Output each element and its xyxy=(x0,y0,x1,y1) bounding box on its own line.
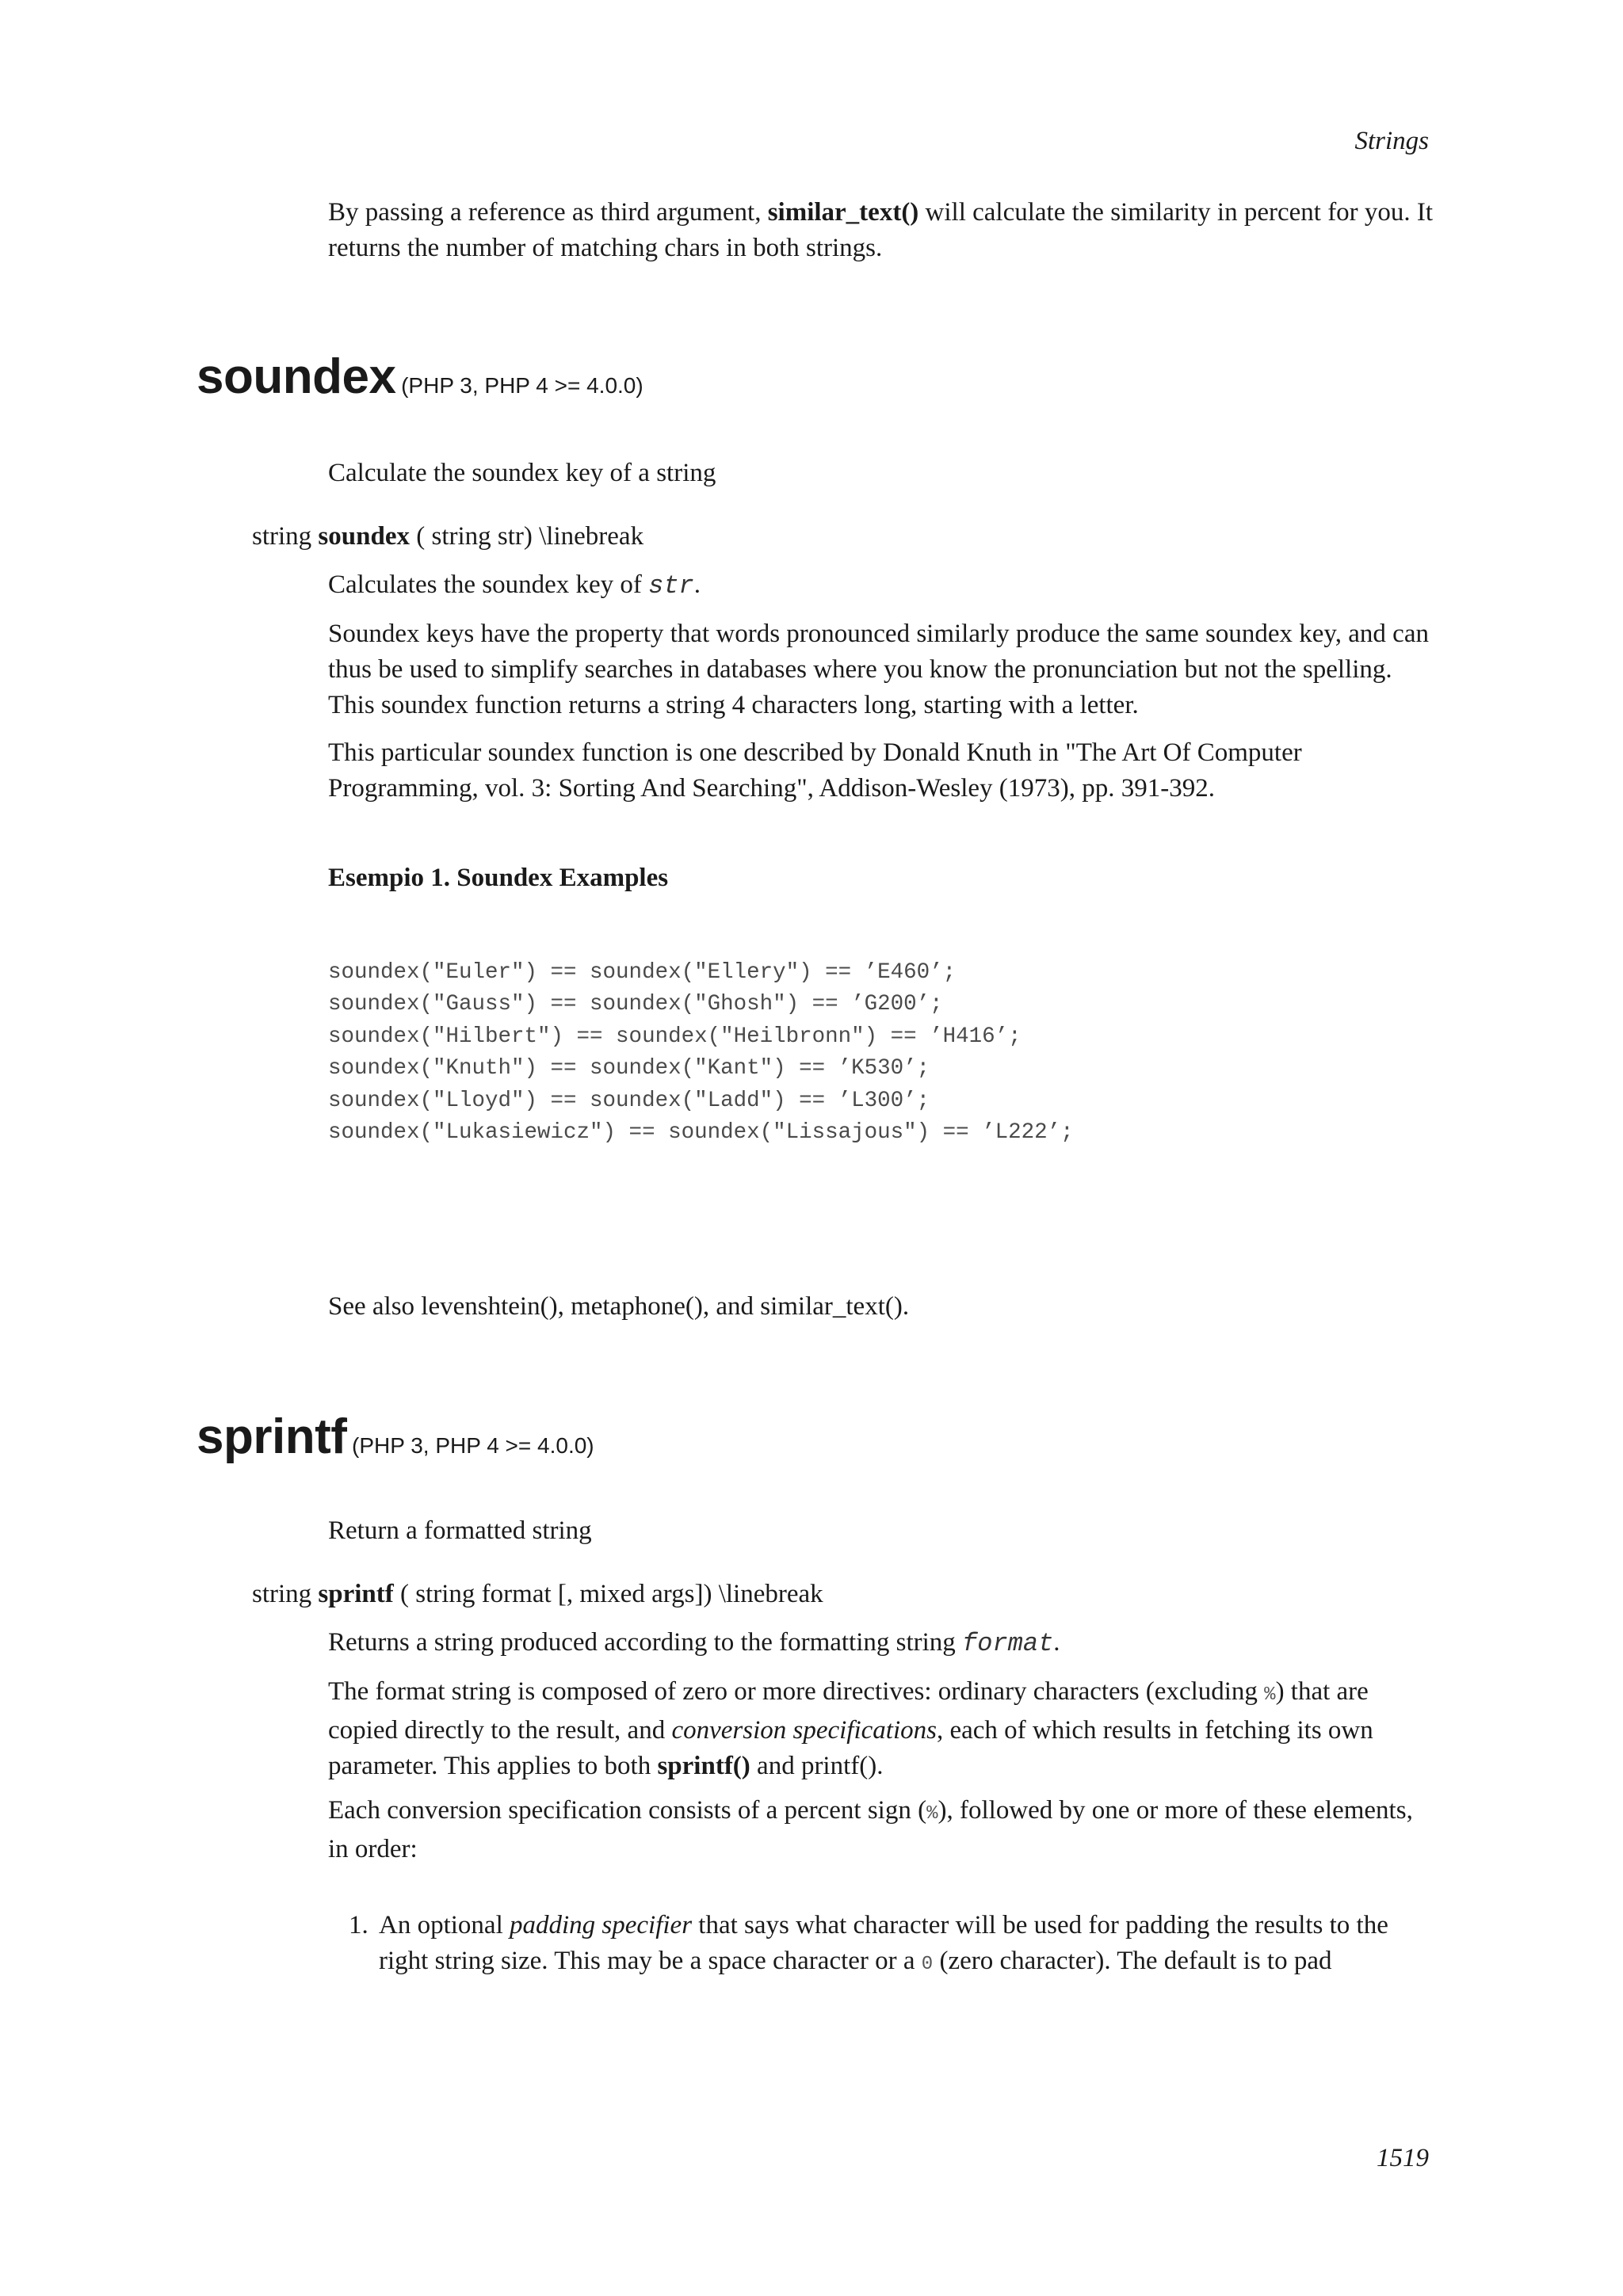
soundex-return-type: string xyxy=(252,522,319,551)
zero-literal: 0 xyxy=(921,1954,934,1975)
sprintf-description xyxy=(328,1625,1438,1661)
sprintf-heading xyxy=(197,1409,594,1465)
sprintf-synopsis xyxy=(252,1577,823,1612)
sprintf-purpose: Return a formatted string xyxy=(328,1516,592,1545)
soundex-name: soundex xyxy=(197,349,396,404)
sprintf-p1-c: , each of which results in fetching its own parameter. This applies to both xyxy=(328,1716,1373,1780)
code-line: soundex("Lukasiewicz") == soundex("Lissajous") == ’L222’; xyxy=(328,1120,1074,1146)
soundex-synopsis xyxy=(252,519,643,555)
sprintf-p1-bold: sprintf() xyxy=(657,1752,750,1780)
sprintf-desc-prefix: Returns a string produced according to the formatting string xyxy=(328,1628,963,1657)
sprintf-version: (PHP 3, PHP 4 >= 4.0.0) xyxy=(352,1433,594,1458)
soundex-heading xyxy=(197,349,643,405)
soundex-version: (PHP 3, PHP 4 >= 4.0.0) xyxy=(401,373,643,398)
sprintf-p2-a: Each conversion specification consists of a percent sign ( xyxy=(328,1796,927,1825)
code-example xyxy=(328,957,1074,1149)
sprintf-paragraph-1 xyxy=(328,1674,1438,1784)
example-title: Esempio 1. Soundex Examples xyxy=(328,864,669,892)
sprintf-synopsis-name: sprintf xyxy=(318,1580,394,1608)
page-number: 1519 xyxy=(1377,2144,1429,2172)
intro-paragraph xyxy=(328,195,1438,266)
sprintf-desc-suffix: . xyxy=(1053,1628,1060,1657)
code-line: soundex("Hilbert") == soundex("Heilbronn") == ’H416’; xyxy=(328,1024,1022,1049)
list-item xyxy=(349,1908,1442,1982)
list-item-text xyxy=(379,1908,1442,1982)
running-header: Strings xyxy=(1354,127,1429,155)
soundex-description xyxy=(328,567,1438,604)
list-text-italic: padding specifier xyxy=(509,1911,693,1939)
intro-text-1: By passing a reference as third argument, xyxy=(328,198,768,227)
list-text-b: that says what character will be used for padding the results to the right string size. This may be a space character or a xyxy=(379,1911,1388,1975)
code-line: soundex("Gauss") == soundex("Ghosh") == ’G200’; xyxy=(328,992,943,1017)
sprintf-p1-b: ) that are copied directly to the result, and xyxy=(328,1677,1369,1745)
sprintf-p2-b: ), followed by one or more of these elements, in order: xyxy=(328,1796,1413,1863)
soundex-purpose: Calculate the soundex key of a string xyxy=(328,459,716,487)
code-line: soundex("Euler") == soundex("Ellery") == ’E460’; xyxy=(328,960,957,985)
soundex-paragraph-2: This particular soundex function is one described by Donald Knuth in "The Art Of Computer Programming, vol. 3: Sorting And Searching", Addison-Wesley (1973), pp. 391-392. xyxy=(328,738,1302,803)
sprintf-p1-italic: conversion specifications xyxy=(671,1716,937,1745)
sprintf-synopsis-args: ( string format [, mixed args]) \linebreak xyxy=(393,1580,823,1608)
soundex-synopsis-name: soundex xyxy=(318,522,410,551)
sprintf-param: format xyxy=(962,1629,1054,1658)
sprintf-return-type: string xyxy=(252,1580,319,1608)
sprintf-paragraph-2 xyxy=(328,1793,1438,1867)
soundex-synopsis-args: ( string str) \linebreak xyxy=(409,522,644,551)
soundex-see-also: See also levenshtein(), metaphone(), and similar_text(). xyxy=(328,1292,910,1321)
sprintf-p1-a: The format string is composed of zero or more directives: ordinary characters (excluding xyxy=(328,1677,1265,1706)
soundex-param: str xyxy=(648,571,694,601)
list-number: 1. xyxy=(349,1911,369,1939)
sprintf-p1-d: and printf(). xyxy=(750,1752,884,1780)
intro-text-2: will calculate the similarity in percent for you. It returns the number of matching chars in both strings. xyxy=(328,198,1434,262)
code-line: soundex("Knuth") == soundex("Kant") == ’K530’; xyxy=(328,1056,930,1081)
list-text-c: (zero character). The default is to pad xyxy=(933,1947,1332,1975)
percent-literal: % xyxy=(1264,1684,1276,1706)
sprintf-name: sprintf xyxy=(197,1409,347,1464)
soundex-desc-prefix: Calculates the soundex key of xyxy=(328,570,649,599)
intro-func-ref: similar_text() xyxy=(767,198,919,227)
code-line: soundex("Lloyd") == soundex("Ladd") == ’L300’; xyxy=(328,1088,930,1113)
soundex-paragraph-1: Soundex keys have the property that words pronounced similarly produce the same soundex key, and can thus be used to simplify searches in databases where you know the pronunciation but not the spelling. This soundex function returns a string 4 characters long, starting with a letter. xyxy=(328,620,1429,719)
percent-literal: % xyxy=(926,1803,938,1825)
soundex-desc-suffix: . xyxy=(693,570,701,599)
list-text-a: An optional xyxy=(379,1911,510,1939)
